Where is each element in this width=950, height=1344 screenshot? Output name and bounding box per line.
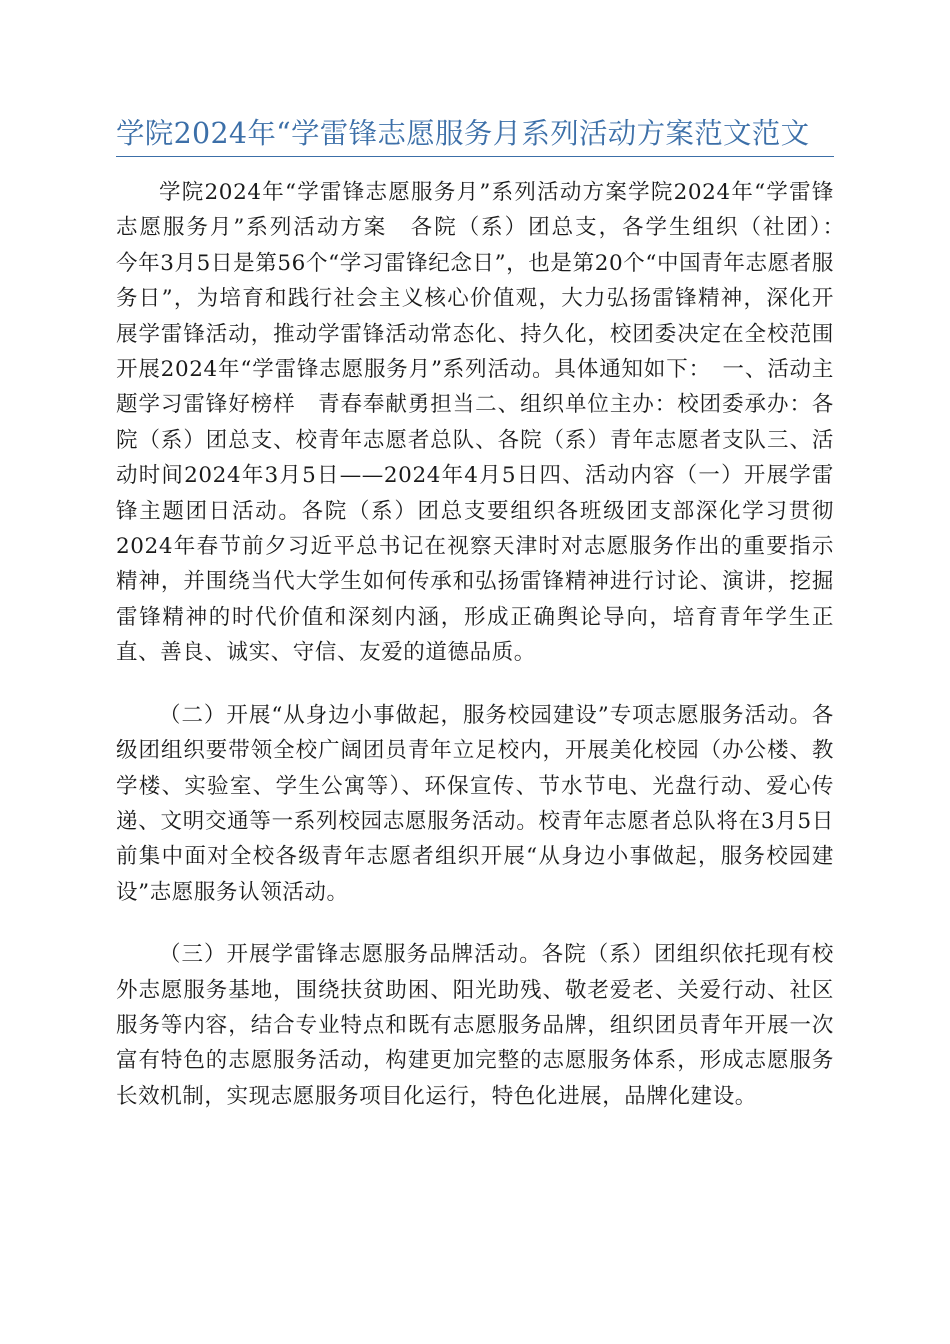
paragraph-brand-activity: （三）开展学雷锋志愿服务品牌活动。各院（系）团组织依托现有校外志愿服务基地，围绕扶贫助困、阳光助残、敬老爱老、关爱行动、社区服务等内容，结合专业特点和既有志愿服务品牌，组织团员青年开展一次富有特色的志愿服务活动，构建更加完整的志愿服务体系，形成志愿服务长效机制，实现志愿服务项目化运行，特色化进展，品牌化建设。 — [116, 942, 834, 1109]
document-body — [116, 175, 879, 1114]
paragraph-activity-plan: 学院2024年“学雷锋志愿服务月”系列活动方案学院2024年“学雷锋志愿服务月”系列活动方案 各院（系）团总支，各学生组织（社团）： 今年3月5日是第56个“学习雷锋纪念日”，也是第20个“中国青年志愿者服务日”，为培育和践行社会主义核心价值观，大力弘扬雷锋精神，深化开展学雷锋活动，推动学雷锋活动常态化、持久化，校团委决定在全校范围开展2024年“学雷锋志愿服务月”系列活动。具体通知如下： 一、活动主题学习雷锋好榜样 青春奉献勇担当二、组织单位主办：校团委承办：各院（系）团总支、校青年志愿者总队、各院（系）青年志愿者支队三、活动时间2024年3月5日——2024年4月5日四、活动内容（一）开展学雷锋主题团日活动。各院（系）团总支要组织各班级团支部深化学习贯彻2024年春节前夕习近平总书记在视察天津时对志愿服务作出的重要指示精神，并围绕当代大学生如何传承和弘扬雷锋精神进行讨论、演讲，挖掘雷锋精神的时代价值和深刻内涵，形成正确舆论导向，培育青年学生正直、善良、诚实、守信、友爱的道德品质。 — [116, 180, 879, 666]
document-title: 学院2024年“学雷锋志愿服务月系列活动方案范文范文 — [116, 112, 834, 157]
paragraph-campus-service: （二）开展“从身边小事做起，服务校园建设”专项志愿服务活动。各级团组织要带领全校广阔团员青年立足校内，开展美化校园（办公楼、教学楼、实验室、学生公寓等）、环保宣传、节水节电、光盘行动、爱心传递、文明交通等一系列校园志愿服务活动。校青年志愿者总队将在3月5日前集中面对全校各级青年志愿者组织开展“从身边小事做起，服务校园建设”志愿服务认领活动。 — [116, 702, 834, 905]
